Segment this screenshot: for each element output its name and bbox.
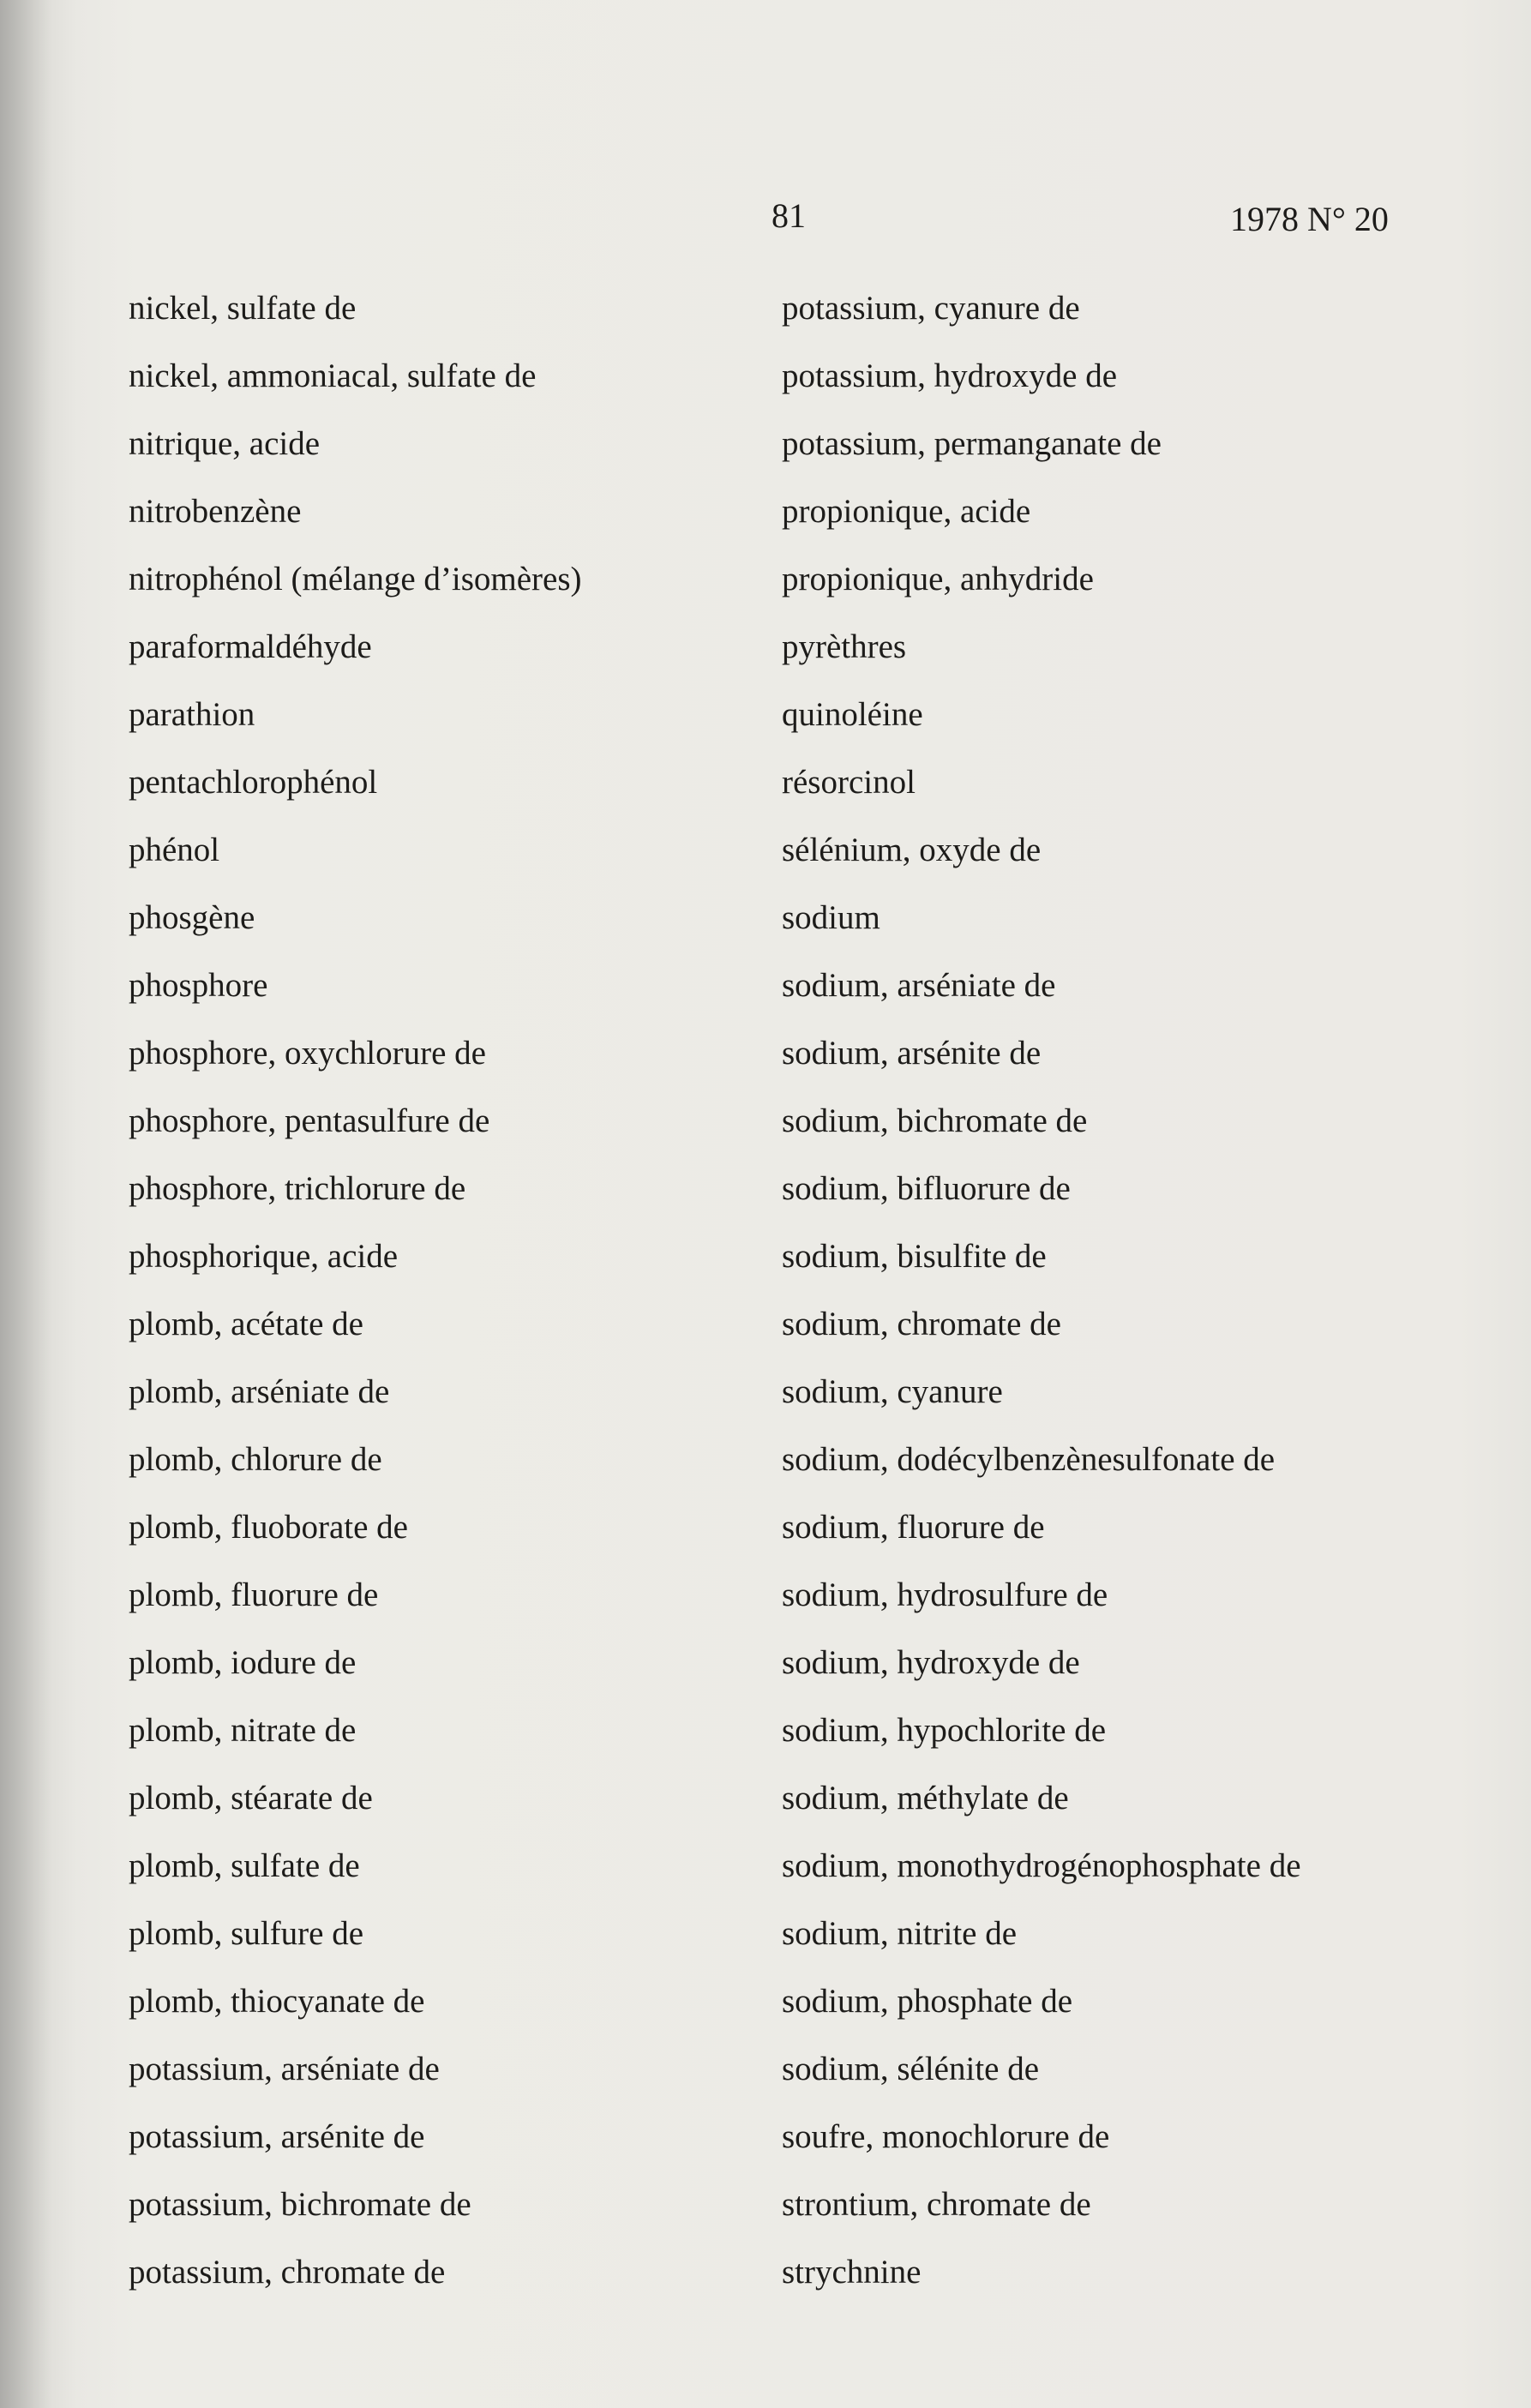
list-item: phénol xyxy=(129,832,220,868)
list-item: sodium, arsénite de xyxy=(782,1035,1042,1072)
list-item: paraformaldéhyde xyxy=(129,628,372,665)
list-item: phosphore xyxy=(129,967,268,1004)
list-item: sodium, phosphate de xyxy=(782,1983,1073,2020)
list-item: sodium, cyanure xyxy=(782,1373,1003,1410)
list-item: plomb, arséniate de xyxy=(129,1373,390,1410)
list-item: potassium, chromate de xyxy=(129,2254,446,2291)
list-item: plomb, iodure de xyxy=(129,1644,357,1681)
list-item: sodium, monothydrogénophosphate de xyxy=(782,1847,1301,1884)
list-item: sodium, dodécylbenzènesulfonate de xyxy=(782,1441,1276,1478)
list-item: plomb, thiocyanate de xyxy=(129,1983,425,2020)
list-item: sodium, hydrosulfure de xyxy=(782,1576,1108,1613)
list-item: propionique, anhydride xyxy=(782,561,1094,597)
year-issue-label: 1978 N° 20 xyxy=(1230,200,1389,238)
list-item: phosgène xyxy=(129,899,255,936)
list-item: potassium, bichromate de xyxy=(129,2186,471,2223)
list-item: sodium, bifluorure de xyxy=(782,1170,1071,1207)
page-number: 81 xyxy=(772,196,806,235)
list-item: phosphore, oxychlorure de xyxy=(129,1035,486,1072)
list-item: plomb, sulfure de xyxy=(129,1915,364,1952)
list-item: strychnine xyxy=(782,2254,922,2291)
list-item: sodium, sélénite de xyxy=(782,2051,1040,2087)
list-item: sodium, chromate de xyxy=(782,1306,1061,1342)
list-item: phosphorique, acide xyxy=(129,1238,399,1275)
binding-shadow xyxy=(0,0,51,2408)
list-item: nickel, sulfate de xyxy=(129,290,357,327)
list-item: pentachlorophénol xyxy=(129,764,378,801)
list-item: strontium, chromate de xyxy=(782,2186,1091,2223)
list-item: plomb, chlorure de xyxy=(129,1441,382,1478)
list-item: potassium, arsénite de xyxy=(129,2118,425,2155)
list-item: potassium, permanganate de xyxy=(782,425,1162,462)
right-column xyxy=(782,274,1450,2306)
list-item: sodium, méthylate de xyxy=(782,1780,1069,1817)
list-item: potassium, cyanure de xyxy=(782,290,1080,327)
list-item: plomb, fluoborate de xyxy=(129,1509,408,1546)
list-item: soufre, monochlorure de xyxy=(782,2118,1110,2155)
list-item: quinoléine xyxy=(782,696,923,733)
list-item: sodium, arséniate de xyxy=(782,967,1056,1004)
page-header xyxy=(0,195,1531,247)
list-item: plomb, acétate de xyxy=(129,1306,363,1342)
list-item: sodium, nitrite de xyxy=(782,1915,1018,1952)
list-item: pyrèthres xyxy=(782,628,907,665)
list-item: plomb, fluorure de xyxy=(129,1576,379,1613)
list-item: sodium, bichromate de xyxy=(782,1102,1088,1139)
list-item: potassium, arséniate de xyxy=(129,2051,440,2087)
list-item: sodium xyxy=(782,899,880,936)
list-item: sodium, bisulfite de xyxy=(782,1238,1047,1275)
list-item: nitrique, acide xyxy=(129,425,321,462)
list-item: potassium, hydroxyde de xyxy=(782,357,1118,394)
list-item: sodium, hydroxyde de xyxy=(782,1644,1080,1681)
list-item: sélénium, oxyde de xyxy=(782,832,1042,868)
list-item: parathion xyxy=(129,696,255,733)
list-item: nitrobenzène xyxy=(129,493,302,530)
list-item: propionique, acide xyxy=(782,493,1031,530)
list-item: plomb, sulfate de xyxy=(129,1847,360,1884)
list-item: sodium, fluorure de xyxy=(782,1509,1045,1546)
list-item: phosphore, trichlorure de xyxy=(129,1170,466,1207)
left-column xyxy=(129,274,797,2306)
list-item: nitrophénol (mélange d’isomères) xyxy=(129,561,582,597)
list-item: nickel, ammoniacal, sulfate de xyxy=(129,357,537,394)
list-item: plomb, stéarate de xyxy=(129,1780,373,1817)
list-item: résorcinol xyxy=(782,764,916,801)
list-item: sodium, hypochlorite de xyxy=(782,1712,1107,1749)
list-item: plomb, nitrate de xyxy=(129,1712,357,1749)
list-item: phosphore, pentasulfure de xyxy=(129,1102,490,1139)
